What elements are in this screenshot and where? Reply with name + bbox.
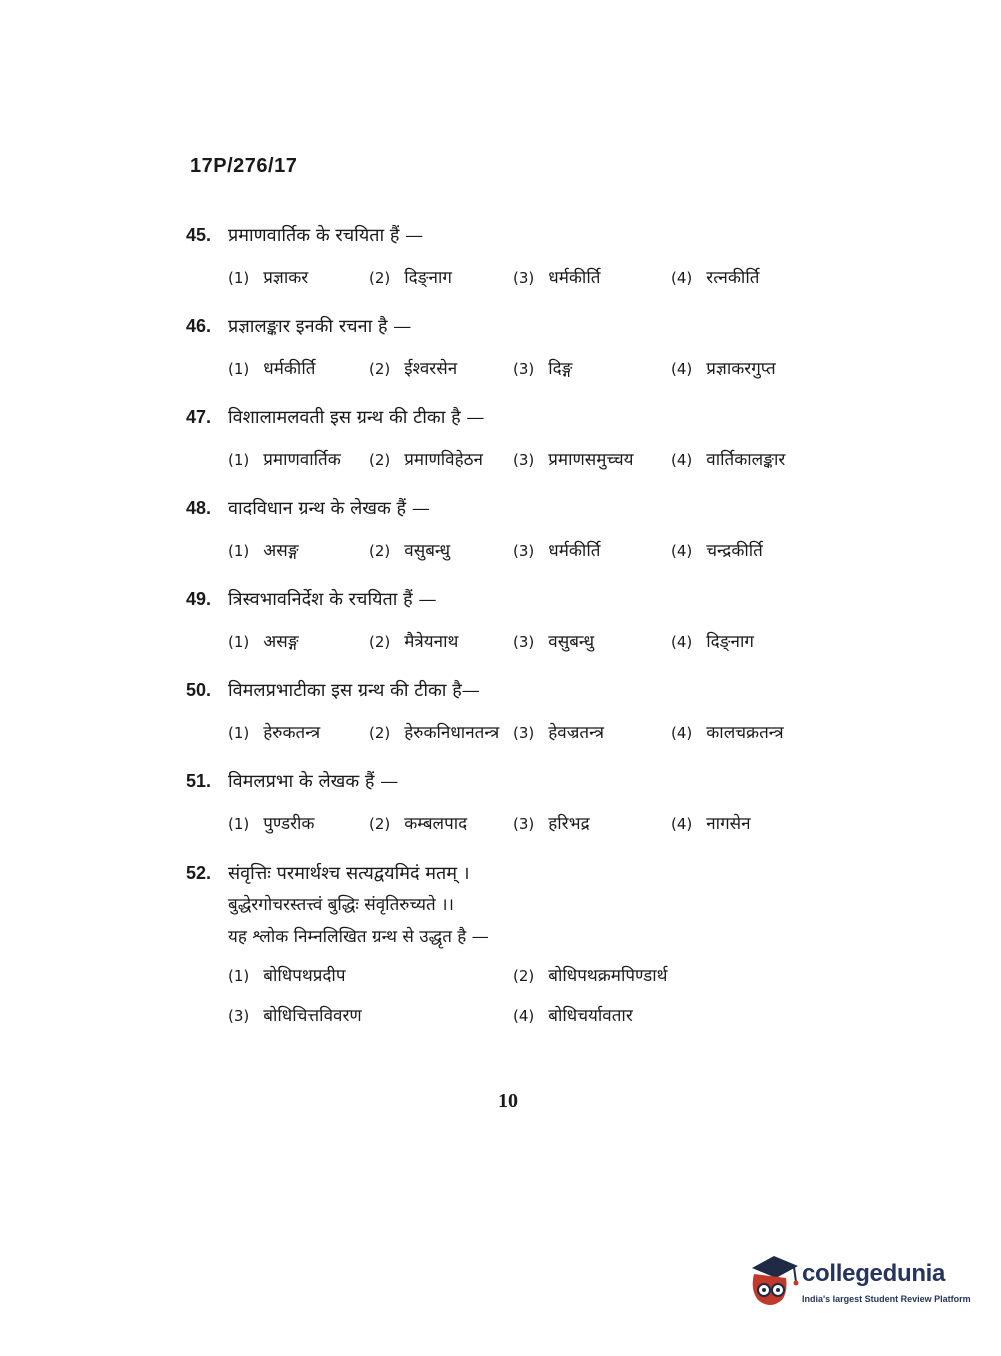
option-2[interactable]: (2) कम्बलपाद: [369, 814, 468, 834]
question-49: [186, 584, 886, 658]
options-row: [186, 808, 886, 840]
option-4[interactable]: (4) वार्तिकालङ्कार: [671, 450, 786, 470]
option-2[interactable]: (2) वसुबन्धु: [369, 541, 451, 561]
paper-code: 17P/276/17: [190, 155, 298, 177]
option-2[interactable]: (2) प्रमाणविहेठन: [369, 450, 483, 470]
mascot-icon: [744, 1250, 800, 1312]
question-number: 46.: [186, 316, 212, 336]
question-number: 51.: [186, 771, 212, 791]
question-46: [186, 311, 886, 385]
option-3[interactable]: (3) प्रमाणसमुच्चय: [513, 450, 634, 470]
options-row: [186, 262, 886, 294]
question-stem: त्रिस्वभावनिर्देश के रचयिता हैं —: [228, 589, 437, 610]
question-stem: विशालामलवती इस ग्रन्थ की टीका है —: [228, 407, 485, 428]
question-45: [186, 220, 886, 294]
options-row: [186, 626, 886, 658]
page-number: 10: [498, 1090, 518, 1112]
options-row: [186, 444, 886, 476]
brand-name: collegedunia: [802, 1260, 946, 1287]
question-number: 45.: [186, 225, 212, 245]
option-2[interactable]: (2) मैत्रेयनाथ: [369, 632, 459, 652]
option-2[interactable]: (2) ईश्वरसेन: [369, 359, 458, 379]
option-4[interactable]: (4) दिङ्नाग: [671, 632, 754, 652]
question-number: 48.: [186, 498, 212, 518]
question-47: [186, 402, 886, 476]
question-stem: यह श्लोक निम्नलिखित ग्रन्थ से उद्धृत है —: [228, 927, 489, 947]
option-1[interactable]: (1) बोधिपथप्रदीप: [228, 966, 346, 986]
options-row: [186, 960, 886, 992]
option-1[interactable]: (1) असङ्ग: [228, 541, 299, 561]
option-2[interactable]: (2) बोधिपथक्रमपिण्डार्थ: [513, 966, 668, 986]
option-4[interactable]: (4) चन्द्रकीर्ति: [671, 541, 763, 561]
option-3[interactable]: (3) धर्मकीर्ति: [513, 268, 601, 288]
question-50: [186, 675, 886, 749]
options-row: [186, 535, 886, 567]
option-3[interactable]: (3) हेवज्रतन्त्र: [513, 723, 605, 743]
option-3[interactable]: (3) धर्मकीर्ति: [513, 541, 601, 561]
question-number: 49.: [186, 589, 212, 609]
question-number: 50.: [186, 680, 212, 700]
question-stem: विमलप्रभा के लेखक हैं —: [228, 771, 399, 792]
question-stem: प्रमाणवार्तिक के रचयिता हैं —: [228, 225, 424, 246]
brand-tagline: India's largest Student Review Platform: [802, 1294, 971, 1304]
question-51: [186, 766, 886, 840]
option-3[interactable]: (3) हरिभद्र: [513, 814, 590, 834]
question-stem: प्रज्ञालङ्कार इनकी रचना है —: [228, 316, 412, 337]
options-row: [186, 717, 886, 749]
question-stem: वादविधान ग्रन्थ के लेखक हैं —: [228, 498, 430, 519]
option-3[interactable]: (3) दिङ्ग: [513, 359, 573, 379]
option-4[interactable]: (4) प्रज्ञाकरगुप्त: [671, 359, 776, 379]
option-1[interactable]: (1) पुण्डरीक: [228, 814, 315, 834]
options-row: [186, 353, 886, 385]
question-48: [186, 493, 886, 567]
option-1[interactable]: (1) प्रमाणवार्तिक: [228, 450, 341, 470]
verse-line-2: बुद्धेरगोचरस्तत्त्वं बुद्धिः संवृतिरुच्यते ।।: [228, 895, 454, 915]
option-1[interactable]: (1) प्रज्ञाकर: [228, 268, 309, 288]
option-1[interactable]: (1) हेरुकतन्त्र: [228, 723, 321, 743]
option-1[interactable]: (1) धर्मकीर्ति: [228, 359, 316, 379]
question-number: 52.: [186, 863, 212, 883]
question-number: 47.: [186, 407, 212, 427]
verse-line-1: संवृत्तिः परमार्थश्च सत्यद्वयमिदं मतम् ।: [228, 863, 470, 884]
options-row: [186, 1000, 886, 1032]
option-4[interactable]: (4) रत्नकीर्ति: [671, 268, 760, 288]
option-2[interactable]: (2) हेरुकनिधानतन्त्र: [369, 723, 500, 743]
option-1[interactable]: (1) असङ्ग: [228, 632, 299, 652]
collegedunia-logo: [744, 1250, 974, 1312]
option-3[interactable]: (3) बोधिचित्तविवरण: [228, 1006, 362, 1026]
option-4[interactable]: (4) बोधिचर्यावतार: [513, 1006, 633, 1026]
option-4[interactable]: (4) नागसेन: [671, 814, 751, 834]
option-3[interactable]: (3) वसुबन्धु: [513, 632, 595, 652]
option-4[interactable]: (4) कालचक्रतन्त्र: [671, 723, 784, 743]
question-52: [186, 858, 886, 1032]
option-2[interactable]: (2) दिङ्नाग: [369, 268, 452, 288]
question-stem: विमलप्रभाटीका इस ग्रन्थ की टीका है—: [228, 680, 480, 701]
